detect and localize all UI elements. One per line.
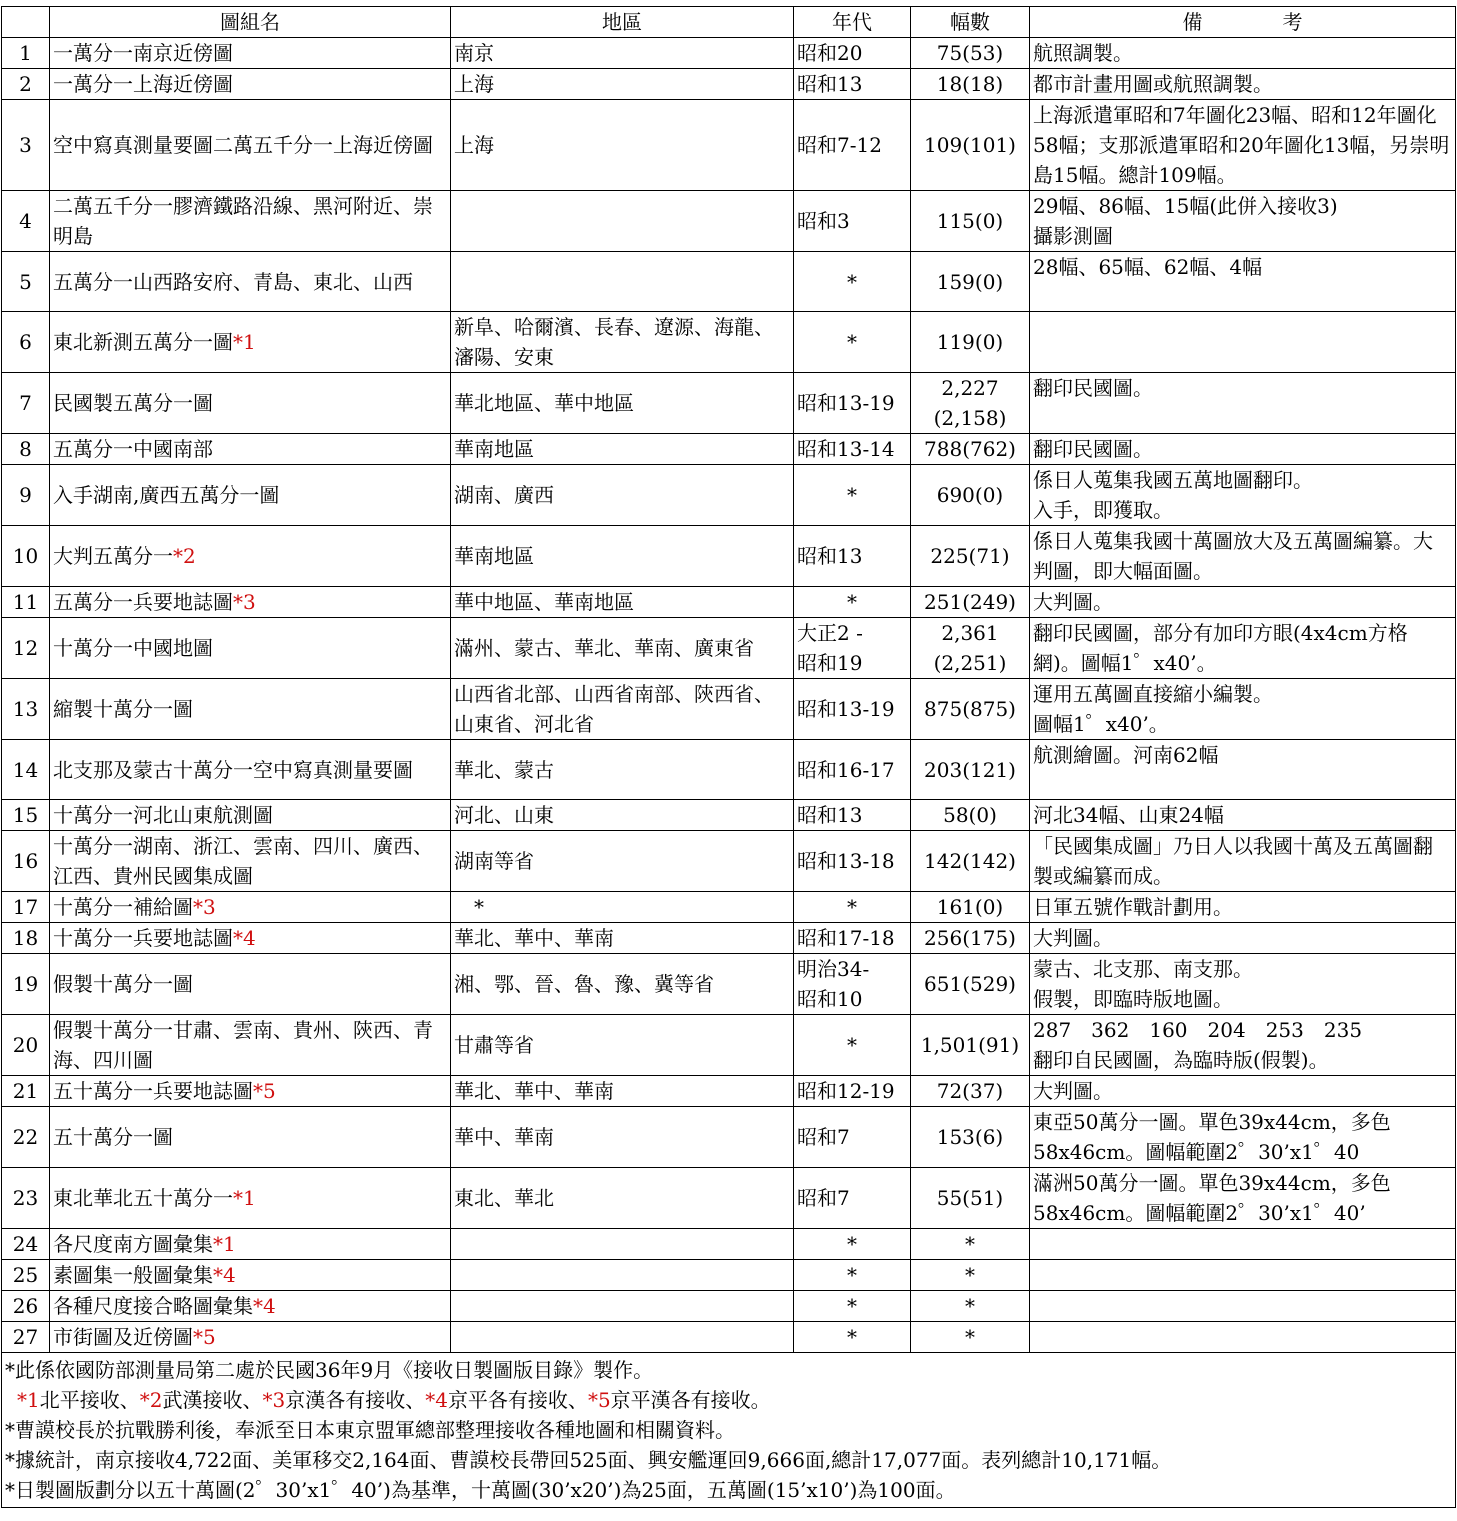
map-group-name bbox=[50, 618, 451, 679]
map-group-name-text: 假製十萬分一圖 bbox=[53, 972, 193, 996]
sheets-cell: 55(51) bbox=[911, 1168, 1030, 1229]
map-group-name bbox=[50, 1291, 451, 1322]
era-cell: 昭和13-19 bbox=[794, 679, 911, 740]
sheets-cell: 251(249) bbox=[911, 587, 1030, 618]
map-group-name bbox=[50, 1229, 451, 1260]
footnote-mark: *4 bbox=[253, 1294, 276, 1318]
table-row bbox=[2, 38, 1456, 69]
sheets-cell: 875(875) bbox=[911, 679, 1030, 740]
remarks-cell bbox=[1030, 312, 1456, 373]
row-number: 22 bbox=[2, 1107, 50, 1168]
map-group-name bbox=[50, 1168, 451, 1229]
era-cell: 昭和13-14 bbox=[794, 434, 911, 465]
legend-mark: *3 bbox=[262, 1388, 286, 1412]
row-number: 4 bbox=[2, 191, 50, 252]
table-row bbox=[2, 1229, 1456, 1260]
remarks-cell bbox=[1030, 1229, 1456, 1260]
map-group-name-text: 入手湖南,廣西五萬分一圖 bbox=[53, 483, 280, 507]
map-group-name-text: 民國製五萬分一圖 bbox=[53, 391, 213, 415]
footnote-mark: *1 bbox=[233, 1186, 256, 1210]
footnote-mark: *5 bbox=[193, 1325, 216, 1349]
row-number: 17 bbox=[2, 892, 50, 923]
map-group-name bbox=[50, 954, 451, 1015]
row-number: 9 bbox=[2, 465, 50, 526]
era-cell: 昭和13-18 bbox=[794, 831, 911, 892]
sheets-cell: * bbox=[911, 1260, 1030, 1291]
era-cell: * bbox=[794, 1260, 911, 1291]
catalog-table bbox=[1, 6, 1456, 1508]
era-cell: * bbox=[794, 1015, 911, 1076]
map-group-name-text: 大判五萬分一 bbox=[53, 544, 173, 568]
map-group-name-text: 空中寫真測量要圖二萬五千分一上海近傍圖 bbox=[53, 133, 433, 157]
legend-mark: *2 bbox=[139, 1388, 163, 1412]
row-number: 13 bbox=[2, 679, 50, 740]
region-cell: 山西省北部、山西省南部、陝西省、山東省、河北省 bbox=[451, 679, 794, 740]
footnote-mark: *1 bbox=[213, 1232, 236, 1256]
row-number: 1 bbox=[2, 38, 50, 69]
remarks-cell: 287 362 160 204 253 235 翻印自民國圖，為臨時版(假製)。 bbox=[1030, 1015, 1456, 1076]
table-row bbox=[2, 587, 1456, 618]
map-group-name bbox=[50, 831, 451, 892]
table-row bbox=[2, 1168, 1456, 1229]
table-row bbox=[2, 1260, 1456, 1291]
remarks-cell bbox=[1030, 1260, 1456, 1291]
sheets-cell: 256(175) bbox=[911, 923, 1030, 954]
remarks-cell: 航測繪圖。河南62幅 bbox=[1030, 740, 1456, 800]
remarks-cell: 都市計畫用圖或航照調製。 bbox=[1030, 69, 1456, 100]
map-group-name bbox=[50, 526, 451, 587]
map-group-name-text: 十萬分一補給圖 bbox=[53, 895, 193, 919]
era-cell: * bbox=[794, 1322, 911, 1353]
region-cell: 華中、華南 bbox=[451, 1107, 794, 1168]
header-remarks: 備 考 bbox=[1030, 7, 1456, 38]
sheets-cell: 119(0) bbox=[911, 312, 1030, 373]
map-group-name-text: 五萬分一山西路安府、青島、東北、山西 bbox=[53, 269, 413, 294]
remarks-cell: 滿洲50萬分一圖。單色39x44cm，多色58x46cm。圖幅範圍2゜30’x1゜40’ bbox=[1030, 1168, 1456, 1229]
legend-mark: *1 bbox=[17, 1388, 40, 1412]
remarks-cell: 「民國集成圖」乃日人以我國十萬及五萬圖翻製或編纂而成。 bbox=[1030, 831, 1456, 892]
sheets-cell: 203(121) bbox=[911, 740, 1030, 800]
map-group-name bbox=[50, 1076, 451, 1107]
map-group-name-text: 各種尺度接合略圖彙集 bbox=[53, 1294, 253, 1318]
table-row bbox=[2, 465, 1456, 526]
map-group-name bbox=[50, 434, 451, 465]
region-cell bbox=[451, 1260, 794, 1291]
map-catalog-sheet bbox=[1, 6, 1455, 1508]
region-cell: 東北、華北 bbox=[451, 1168, 794, 1229]
map-group-name bbox=[50, 465, 451, 526]
footnote-mark: *3 bbox=[193, 895, 216, 919]
remarks-cell: 運用五萬圖直接縮小編製。 圖幅1゜x40’。 bbox=[1030, 679, 1456, 740]
region-cell: 新阜、哈爾濱、長春、遼源、海龍、瀋陽、安東 bbox=[451, 312, 794, 373]
region-cell bbox=[451, 252, 794, 312]
table-row bbox=[2, 100, 1456, 191]
era-cell: 昭和13 bbox=[794, 69, 911, 100]
footnote-mark: *4 bbox=[233, 926, 256, 950]
region-cell: 湖南等省 bbox=[451, 831, 794, 892]
footnote-mark: *1 bbox=[233, 330, 256, 354]
sheets-cell: 115(0) bbox=[911, 191, 1030, 252]
sheets-cell: 2,361 (2,251) bbox=[911, 618, 1030, 679]
era-cell: 昭和13 bbox=[794, 800, 911, 831]
table-body bbox=[2, 38, 1456, 1353]
table-row bbox=[2, 69, 1456, 100]
era-cell: 昭和20 bbox=[794, 38, 911, 69]
map-group-name bbox=[50, 740, 451, 800]
remarks-cell: 28幅、65幅、62幅、4幅 bbox=[1030, 252, 1456, 312]
map-group-name-text: 北支那及蒙古十萬分一空中寫真測量要圖 bbox=[53, 757, 413, 782]
table-row bbox=[2, 740, 1456, 800]
map-group-name bbox=[50, 312, 451, 373]
era-cell: 昭和7-12 bbox=[794, 100, 911, 191]
region-cell: 上海 bbox=[451, 100, 794, 191]
remarks-cell: 日軍五號作戰計劃用。 bbox=[1030, 892, 1456, 923]
region-cell: 上海 bbox=[451, 69, 794, 100]
legend-text: 京平漢各有接收。 bbox=[610, 1388, 771, 1412]
table-row bbox=[2, 312, 1456, 373]
era-cell: * bbox=[794, 252, 911, 312]
region-cell: * bbox=[451, 892, 794, 923]
era-cell: 昭和16-17 bbox=[794, 740, 911, 800]
map-group-name bbox=[50, 1015, 451, 1076]
sheets-cell: 2,227 (2,158) bbox=[911, 373, 1030, 434]
legend-mark: *4 bbox=[425, 1388, 448, 1412]
remarks-cell: 蒙古、北支那、南支那。 假製，即臨時版地圖。 bbox=[1030, 954, 1456, 1015]
era-cell: 大正2 - 昭和19 bbox=[794, 618, 911, 679]
header-sheets: 幅數 bbox=[911, 7, 1030, 38]
map-group-name-text: 東北華北五十萬分一 bbox=[53, 1186, 233, 1210]
region-cell: 華北、華中、華南 bbox=[451, 923, 794, 954]
sheets-cell: * bbox=[911, 1291, 1030, 1322]
region-cell: 華南地區 bbox=[451, 526, 794, 587]
era-cell: * bbox=[794, 465, 911, 526]
remarks-cell: 29幅、86幅、15幅(此併入接收3) 攝影測圖 bbox=[1030, 191, 1456, 252]
sheets-cell: 225(71) bbox=[911, 526, 1030, 587]
sheets-cell: * bbox=[911, 1229, 1030, 1260]
row-number: 20 bbox=[2, 1015, 50, 1076]
footnote-mark: *2 bbox=[173, 544, 196, 568]
map-group-name-text: 東北新測五萬分一圖 bbox=[53, 330, 233, 354]
table-row bbox=[2, 892, 1456, 923]
table-row bbox=[2, 252, 1456, 312]
remarks-cell: 河北34幅、山東24幅 bbox=[1030, 800, 1456, 831]
remarks-cell bbox=[1030, 1291, 1456, 1322]
map-group-name bbox=[50, 679, 451, 740]
legend-text: 武漢接收、 bbox=[162, 1388, 263, 1412]
note-statistics: *據統計，南京接收4,722面、美軍移交2,164面、曹謨校長帶回525面、興安艦運回9,666面,總計17,077面。表列總計10,171幅。 bbox=[5, 1448, 1172, 1472]
note-division: *日製圖版劃分以五十萬圖(2゜30’x1゜40’)為基準，十萬圖(30’x20’)為25面，五萬圖(15’x10’)為100面。 bbox=[5, 1478, 956, 1502]
row-number: 11 bbox=[2, 587, 50, 618]
map-group-name bbox=[50, 38, 451, 69]
remarks-cell: 係日人蒐集我國十萬圖放大及五萬圖編纂。大判圖，即大幅面圖。 bbox=[1030, 526, 1456, 587]
legend-mark: *5 bbox=[587, 1388, 611, 1412]
row-number: 25 bbox=[2, 1260, 50, 1291]
map-group-name-text: 五十萬分一圖 bbox=[53, 1125, 173, 1149]
table-row bbox=[2, 800, 1456, 831]
map-group-name-text: 一萬分一上海近傍圖 bbox=[53, 72, 233, 96]
map-group-name bbox=[50, 1260, 451, 1291]
table-row bbox=[2, 1322, 1456, 1353]
row-number: 3 bbox=[2, 100, 50, 191]
map-group-name-text: 市街圖及近傍圖 bbox=[53, 1325, 193, 1349]
table-row bbox=[2, 526, 1456, 587]
map-group-name-text: 五十萬分一兵要地誌圖 bbox=[53, 1079, 253, 1103]
region-cell: 華北地區、華中地區 bbox=[451, 373, 794, 434]
map-group-name-text: 五萬分一中國南部 bbox=[53, 437, 213, 461]
region-cell: 甘肅等省 bbox=[451, 1015, 794, 1076]
era-cell: 昭和7 bbox=[794, 1168, 911, 1229]
era-cell: * bbox=[794, 1291, 911, 1322]
era-cell: * bbox=[794, 1229, 911, 1260]
header-era: 年代 bbox=[794, 7, 911, 38]
region-cell: 滿州、蒙古、華北、華南、廣東省 bbox=[451, 618, 794, 679]
era-cell: 昭和13-19 bbox=[794, 373, 911, 434]
notes-cell bbox=[2, 1353, 1456, 1508]
remarks-cell: 翻印民國圖。 bbox=[1030, 434, 1456, 465]
map-group-name-text: 五萬分一兵要地誌圖 bbox=[53, 590, 233, 614]
sheets-cell: 142(142) bbox=[911, 831, 1030, 892]
row-number: 16 bbox=[2, 831, 50, 892]
sheets-cell: 109(101) bbox=[911, 100, 1030, 191]
map-group-name bbox=[50, 800, 451, 831]
era-cell: 昭和7 bbox=[794, 1107, 911, 1168]
note-legend bbox=[5, 1385, 1452, 1415]
sheets-cell: 58(0) bbox=[911, 800, 1030, 831]
sheets-cell: 18(18) bbox=[911, 69, 1030, 100]
table-row bbox=[2, 191, 1456, 252]
row-number: 12 bbox=[2, 618, 50, 679]
table-row bbox=[2, 1076, 1456, 1107]
table-row bbox=[2, 954, 1456, 1015]
sheets-cell: 159(0) bbox=[911, 252, 1030, 312]
remarks-cell: 上海派遣軍昭和7年圖化23幅、昭和12年圖化58幅；支那派遣軍昭和20年圖化13幅，另崇明島15幅。總計109幅。 bbox=[1030, 100, 1456, 191]
table-row bbox=[2, 434, 1456, 465]
region-cell bbox=[451, 1291, 794, 1322]
map-group-name-text: 假製十萬分一甘肅、雲南、貴州、陝西、青海、四川圖 bbox=[53, 1018, 433, 1072]
sheets-cell: 161(0) bbox=[911, 892, 1030, 923]
row-number: 5 bbox=[2, 252, 50, 312]
row-number: 26 bbox=[2, 1291, 50, 1322]
era-cell: 昭和3 bbox=[794, 191, 911, 252]
legend-text: 京平各有接收、 bbox=[447, 1388, 588, 1412]
row-number: 14 bbox=[2, 740, 50, 800]
header-region: 地區 bbox=[451, 7, 794, 38]
map-group-name bbox=[50, 69, 451, 100]
era-cell: 明治34- 昭和10 bbox=[794, 954, 911, 1015]
sheets-cell: 72(37) bbox=[911, 1076, 1030, 1107]
remarks-cell: 航照調製。 bbox=[1030, 38, 1456, 69]
legend-text: 北平接收、 bbox=[39, 1388, 140, 1412]
footnote-mark: *3 bbox=[233, 590, 256, 614]
map-group-name-text: 縮製十萬分一圖 bbox=[53, 697, 193, 721]
remarks-cell: 翻印民國圖。 bbox=[1030, 373, 1456, 434]
region-cell: 華中地區、華南地區 bbox=[451, 587, 794, 618]
region-cell: 湘、鄂、晉、魯、豫、冀等省 bbox=[451, 954, 794, 1015]
map-group-name-text: 各尺度南方圖彙集 bbox=[53, 1232, 213, 1256]
map-group-name-text: 十萬分一湖南、浙江、雲南、四川、廣西、江西、貴州民國集成圖 bbox=[53, 834, 433, 888]
map-group-name bbox=[50, 100, 451, 191]
map-group-name bbox=[50, 252, 451, 312]
row-number: 21 bbox=[2, 1076, 50, 1107]
era-cell: 昭和13 bbox=[794, 526, 911, 587]
remarks-cell: 翻印民國圖，部分有加印方眼(4x4cm方格網)。圖幅1゜x40’。 bbox=[1030, 618, 1456, 679]
sheets-cell: 651(529) bbox=[911, 954, 1030, 1015]
region-cell: 湖南、廣西 bbox=[451, 465, 794, 526]
row-number: 8 bbox=[2, 434, 50, 465]
map-group-name-text: 十萬分一兵要地誌圖 bbox=[53, 926, 233, 950]
sheets-cell: 690(0) bbox=[911, 465, 1030, 526]
table-row bbox=[2, 923, 1456, 954]
region-cell: 華南地區 bbox=[451, 434, 794, 465]
region-cell bbox=[451, 191, 794, 252]
notes-section bbox=[2, 1353, 1456, 1508]
sheets-cell: 1,501(91) bbox=[911, 1015, 1030, 1076]
map-group-name bbox=[50, 1107, 451, 1168]
era-cell: * bbox=[794, 587, 911, 618]
map-group-name bbox=[50, 892, 451, 923]
row-number: 24 bbox=[2, 1229, 50, 1260]
sheets-cell: 153(6) bbox=[911, 1107, 1030, 1168]
row-number: 18 bbox=[2, 923, 50, 954]
header-no bbox=[2, 7, 50, 38]
sheets-cell: * bbox=[911, 1322, 1030, 1353]
map-group-name bbox=[50, 587, 451, 618]
map-group-name bbox=[50, 923, 451, 954]
sheets-cell: 75(53) bbox=[911, 38, 1030, 69]
remarks-cell: 係日人蒐集我國五萬地圖翻印。 入手，即獲取。 bbox=[1030, 465, 1456, 526]
region-cell: 河北、山東 bbox=[451, 800, 794, 831]
map-group-name bbox=[50, 191, 451, 252]
era-cell: * bbox=[794, 312, 911, 373]
era-cell: * bbox=[794, 892, 911, 923]
map-group-name-text: 二萬五千分一膠濟鐵路沿線、黑河附近、崇明島 bbox=[53, 194, 433, 248]
row-number: 23 bbox=[2, 1168, 50, 1229]
row-number: 10 bbox=[2, 526, 50, 587]
table-row bbox=[2, 831, 1456, 892]
region-cell: 華北、蒙古 bbox=[451, 740, 794, 800]
table-row bbox=[2, 1107, 1456, 1168]
sheets-cell: 788(762) bbox=[911, 434, 1030, 465]
header-row bbox=[2, 7, 1456, 38]
map-group-name bbox=[50, 1322, 451, 1353]
row-number: 27 bbox=[2, 1322, 50, 1353]
row-number: 7 bbox=[2, 373, 50, 434]
map-group-name bbox=[50, 373, 451, 434]
table-row bbox=[2, 1015, 1456, 1076]
row-number: 2 bbox=[2, 69, 50, 100]
note-director: *曹謨校長於抗戰勝利後，奉派至日本東京盟軍總部整理接收各種地圖和相關資料。 bbox=[5, 1418, 735, 1442]
remarks-cell bbox=[1030, 1322, 1456, 1353]
map-group-name-text: 一萬分一南京近傍圖 bbox=[53, 41, 233, 65]
region-cell: 南京 bbox=[451, 38, 794, 69]
era-cell: 昭和12-19 bbox=[794, 1076, 911, 1107]
row-number: 6 bbox=[2, 312, 50, 373]
header-name: 圖組名 bbox=[50, 7, 451, 38]
remarks-cell: 大判圖。 bbox=[1030, 1076, 1456, 1107]
map-group-name-text: 十萬分一河北山東航測圖 bbox=[53, 803, 273, 827]
legend-text: 京漢各有接收、 bbox=[285, 1388, 426, 1412]
row-number: 15 bbox=[2, 800, 50, 831]
table-row bbox=[2, 373, 1456, 434]
note-source: *此係依國防部測量局第二處於民國36年9月《接收日製圖版目錄》製作。 bbox=[5, 1358, 654, 1382]
footnote-mark: *5 bbox=[253, 1079, 276, 1103]
footnote-mark: *4 bbox=[213, 1263, 236, 1287]
region-cell bbox=[451, 1229, 794, 1260]
region-cell bbox=[451, 1322, 794, 1353]
map-group-name-text: 素圖集一般圖彙集 bbox=[53, 1263, 213, 1287]
region-cell: 華北、華中、華南 bbox=[451, 1076, 794, 1107]
remarks-cell: 大判圖。 bbox=[1030, 923, 1456, 954]
table-row bbox=[2, 1291, 1456, 1322]
row-number: 19 bbox=[2, 954, 50, 1015]
map-group-name-text: 十萬分一中國地圖 bbox=[53, 636, 213, 660]
remarks-cell: 東亞50萬分一圖。單色39x44cm，多色58x46cm。圖幅範圍2゜30’x1゜40 bbox=[1030, 1107, 1456, 1168]
notes-row bbox=[2, 1353, 1456, 1508]
table-row bbox=[2, 679, 1456, 740]
table-row bbox=[2, 618, 1456, 679]
remarks-cell: 大判圖。 bbox=[1030, 587, 1456, 618]
era-cell: 昭和17-18 bbox=[794, 923, 911, 954]
